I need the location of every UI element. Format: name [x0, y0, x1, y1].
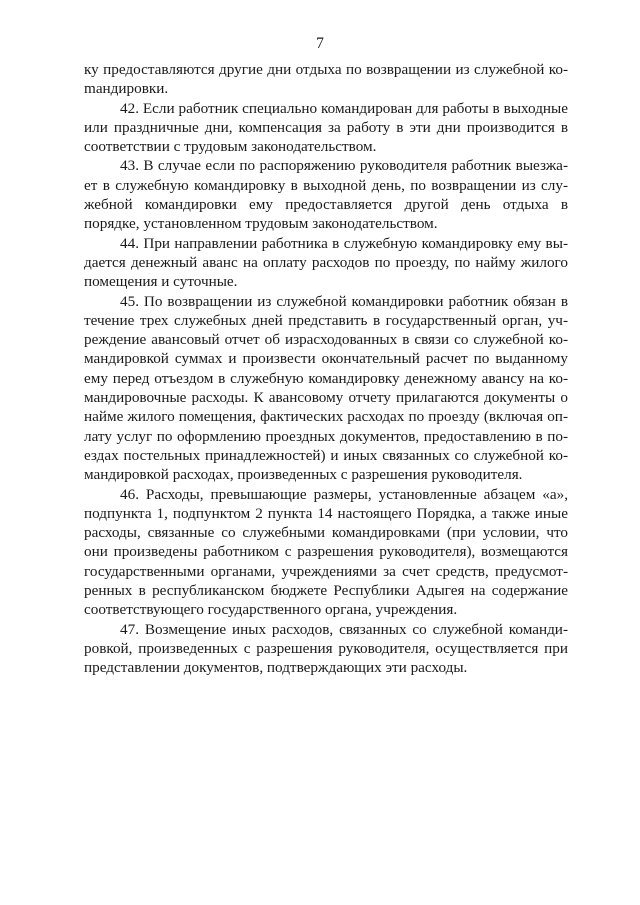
paragraph-47: 47. Возмещение иных расходов, связанных со служебной командировкой, произведенных с разрешения руководителя, осуществляется при представлении документов, подтверждающих эти расходы.: [84, 620, 568, 677]
paragraph-46: 46. Расходы, превышающие размеры, установленные абзацем «а», подпункта 1, подпунктом 2 пункта 14 настоящего Порядка, а также иные расходы, связанные со служебными командировками (при условии, что они произведены работником с разрешения руководителя), возмещаются государственными органами, учреждениями за счет средств, предусмотренных в республиканском бюджете Республики Адыгея на содержание соответствующего государственного органа, учреждения.: [84, 485, 568, 619]
paragraph-44: 44. При направлении работника в служебную командировку ему выдается денежный аванс на оплату расходов по проезду, по найму жилого помещения и суточные.: [84, 234, 568, 291]
page-number: 7: [316, 35, 324, 52]
paragraph-45: 45. По возвращении из служебной командировки работник обязан в течение трех служебных дней представить в государственный орган, учреждение авансовый отчет об израсходованных в связи со служебной командировкой суммах и произвести окончательный расчет по выданному ему перед отъездом в служебную командировку денежному авансу на командировочные расходы. К авансовому отчету прилагаются документы о найме жилого помещения, фактических расходах по проезду (включая оплату услуг по оформлению проездных документов, предоставлению в поездах постельных принадлежностей) и иных связанных со служебной командировкой расходах, произведенных с разрешения руководителя.: [84, 292, 568, 484]
paragraph-continuation: ку предоставляются другие дни отдыха по возвращении из служебной коmандировки.: [84, 61, 568, 98]
paragraph-43: 43. В случае если по распоряжению руководителя работник выезжает в служебную командировку в выходной день, по возвращении из служебной командировки ему предоставляется другой день отдыха в порядке, установленном трудовым законодательством.: [84, 157, 568, 233]
paragraph-42: 42. Если работник специально командирован для работы в выходные или праздничные дни, компенсация за работу в эти дни производится в соответствии с трудовым законодательством.: [84, 99, 568, 156]
document-body: [84, 60, 568, 678]
